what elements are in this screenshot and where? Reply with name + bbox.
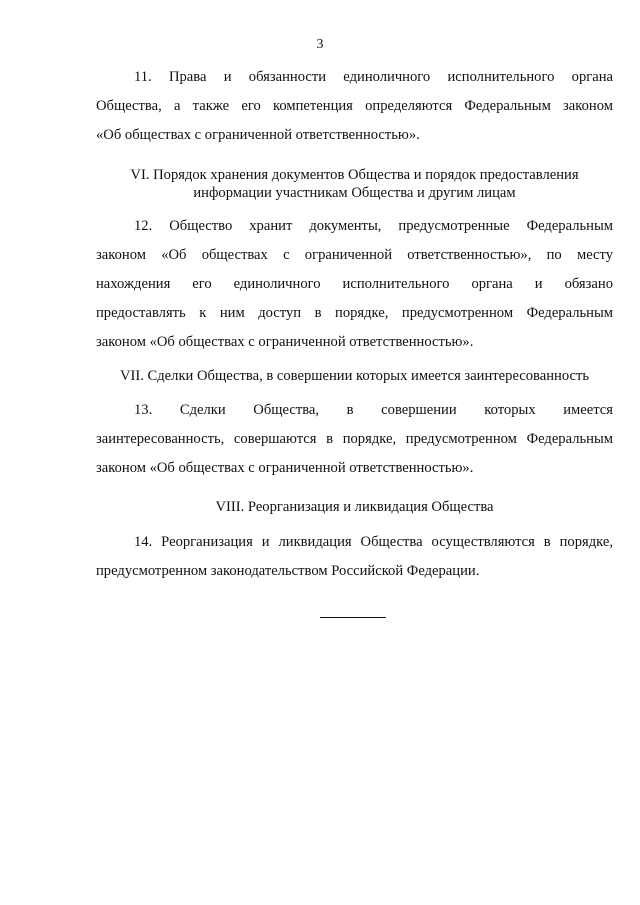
paragraph-line: нахождения его единоличного исполнительного органа и обязано: [96, 276, 613, 292]
paragraph-line: предоставлять к ним доступ в порядке, предусмотренном Федеральным: [96, 305, 613, 321]
paragraph-13: [96, 396, 613, 483]
paragraph-12: [96, 212, 613, 357]
paragraph-line: законом «Об обществах с ограниченной ответственностью».: [96, 460, 474, 476]
paragraph-line: 12. Общество хранит документы, предусмотренные Федеральным: [134, 218, 613, 234]
paragraph-line: 14. Реорганизация и ликвидация Общества осуществляются в порядке,: [134, 534, 613, 550]
paragraph-line: Общества, а также его компетенция определяются Федеральным законом: [96, 98, 613, 114]
section-6-title-line-1: VI. Порядок хранения документов Общества и порядок предоставления: [130, 167, 579, 183]
paragraph-line: «Об обществах с ограниченной ответственностью».: [96, 127, 420, 143]
page-number: 3: [316, 37, 324, 52]
section-6-title-line-2: информации участникам Общества и другим лицам: [193, 185, 516, 201]
section-8-heading: [96, 498, 613, 516]
paragraph-line: предусмотренном законодательством Российской Федерации.: [96, 563, 480, 579]
paragraph-line: 13. Сделки Общества, в совершении которых имеется: [134, 402, 613, 418]
end-rule: [320, 617, 386, 618]
paragraph-line: законом «Об обществах с ограниченной ответственностью».: [96, 334, 474, 350]
section-7-heading: [96, 367, 613, 385]
paragraph-line: законом «Об обществах с ограниченной ответственностью», по месту: [96, 247, 613, 263]
paragraph-11: [96, 63, 613, 150]
section-7-title: VII. Сделки Общества, в совершении которых имеется заинтересованность: [119, 368, 590, 384]
paragraph-line: заинтересованность, совершаются в порядке, предусмотренном Федеральным: [96, 431, 613, 447]
section-6-heading: [96, 166, 613, 202]
section-8-title: VIII. Реорганизация и ликвидация Общества: [215, 499, 494, 515]
paragraph-14: [96, 528, 613, 586]
paragraph-line: 11. Права и обязанности единоличного исполнительного органа: [134, 69, 613, 85]
